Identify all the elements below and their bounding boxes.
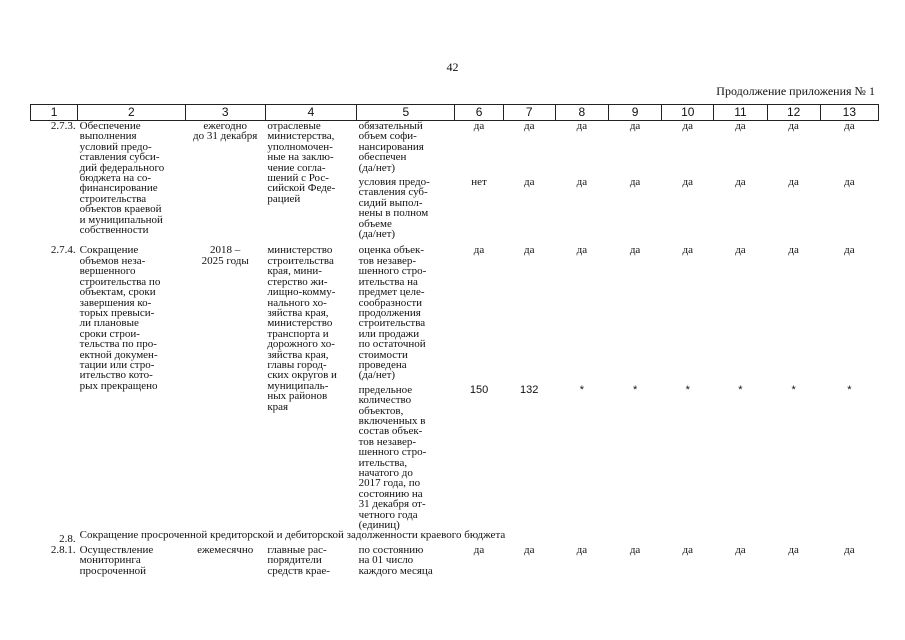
value-cell: да (629, 244, 641, 257)
header-cell: 2 (78, 105, 185, 121)
indicator-text: условия предо- ставления суб- сидий выпол- нены в полном объеме (да/нет) (358, 176, 430, 241)
header-cell: 11 (714, 105, 767, 121)
header-cell: 3 (185, 105, 265, 121)
value-cell: да (523, 244, 535, 257)
section-title: Сокращение просроченной кредиторской и дебиторской задолженности краевого бюджета (79, 529, 506, 542)
value-cell: 150 (469, 383, 489, 396)
value-cell: да (682, 176, 693, 189)
header-cell: 4 (265, 105, 356, 121)
value-cell: да (473, 120, 485, 132)
item-name: Обеспечение выполнения условий предо- ставления субси- дий федерального бюджета на со- финансирование строительства объектов краевой и муниципальной собственности (79, 120, 165, 237)
value-cell: да (788, 244, 799, 257)
item-term: ежемесячно (197, 543, 254, 556)
value-cell: да (735, 120, 746, 132)
value-cell: да (576, 543, 588, 556)
item-responsible: главные рас- порядители средств крае- (267, 543, 330, 577)
value-cell: да (523, 120, 535, 132)
value-cell: да (473, 244, 485, 257)
value-cell: * (738, 383, 743, 396)
header-cell: 12 (767, 105, 820, 121)
item-responsible: министерство строительства края, мини- стерство жи- лищно-комму- нального хо- зяйства края, министерство транспорта и дорожного хо- зяйства края, главы город- ских округов и муниципаль- ных районов края (267, 244, 337, 413)
value-cell: да (844, 244, 855, 257)
value-cell: * (847, 383, 852, 396)
value-cell: да (735, 244, 746, 257)
section-number: 2.8. (59, 533, 76, 546)
value-cell: да (576, 244, 588, 257)
value-cell: 132 (520, 383, 539, 396)
item-number: 2.8.1. (50, 543, 76, 556)
header-cell: 7 (503, 105, 555, 121)
value-cell: да (844, 120, 855, 132)
value-cell: да (629, 176, 641, 189)
value-cell: * (685, 383, 690, 396)
table-header (31, 105, 879, 121)
value-cell: да (629, 120, 641, 132)
header-cell: 13 (820, 105, 878, 121)
item-name: Сокращение объемов неза- вершенного строительства по объектам, сроки завершения ко- торых превыси- ли плановые сроки строи- тельства по про- ектной докумен- тации или стро- ительство кото- рых прекращено (79, 244, 161, 392)
table-row (31, 245, 879, 380)
value-cell: нет (471, 176, 487, 189)
header-cell: 8 (555, 105, 608, 121)
indicator-text: оценка объек- тов незавер- шенного стро- ительства на предмет целе- сообразности продолжения строительства или продажи по остаточной стоимости проведена (да/нет) (358, 244, 427, 382)
value-cell: * (632, 383, 638, 396)
item-term: ежегодно до 31 декабря (193, 120, 258, 143)
value-cell: да (844, 176, 855, 189)
table-row (31, 121, 879, 174)
value-cell: * (791, 383, 796, 396)
table-row (31, 545, 879, 576)
value-cell: да (576, 176, 588, 189)
value-cell: да (523, 543, 535, 556)
header-cell: 5 (357, 105, 455, 121)
value-cell: да (682, 120, 693, 132)
header-cell: 1 (31, 105, 78, 121)
value-cell: да (735, 176, 746, 189)
value-cell: да (576, 120, 588, 132)
value-cell: да (629, 543, 641, 556)
value-cell: да (788, 120, 799, 132)
value-cell: да (788, 176, 799, 189)
header-cell: 6 (455, 105, 503, 121)
value-cell: да (682, 244, 693, 257)
appendix-table (30, 104, 879, 576)
value-cell: * (579, 383, 585, 396)
page-number: 42 (446, 60, 459, 74)
item-responsible: отраслевые министерства, уполномочен- ные на заклю- чение согла- шений с Рос- сийской Феде- рацией (267, 120, 336, 205)
item-number: 2.7.3. (50, 120, 76, 132)
indicator-text: предельное количество объектов, включенных в состав объек- тов незавер- шенного стро- ительства, начатого до 2017 года, по состоянию на 31 декабря от- четного года (единиц) (358, 383, 427, 532)
item-name: Осуществление мониторинга просроченной (79, 543, 154, 577)
value-cell: да (682, 543, 693, 556)
value-cell: да (735, 543, 746, 556)
item-number: 2.7.4. (50, 244, 76, 257)
header-cell: 9 (608, 105, 661, 121)
indicator-text: обязательный объем софи- нансирования обеспечен (да/нет) (358, 120, 424, 174)
value-cell: да (788, 543, 799, 556)
value-cell: да (473, 543, 485, 556)
value-cell: да (523, 176, 535, 189)
indicator-text: по состоянию на 01 число каждого месяца (358, 543, 433, 577)
value-cell: да (844, 543, 855, 556)
item-term: 2018 – 2025 годы (201, 244, 249, 267)
continuation-label: Продолжение приложения № 1 (716, 84, 875, 98)
header-cell: 10 (662, 105, 714, 121)
section-row (31, 530, 879, 544)
